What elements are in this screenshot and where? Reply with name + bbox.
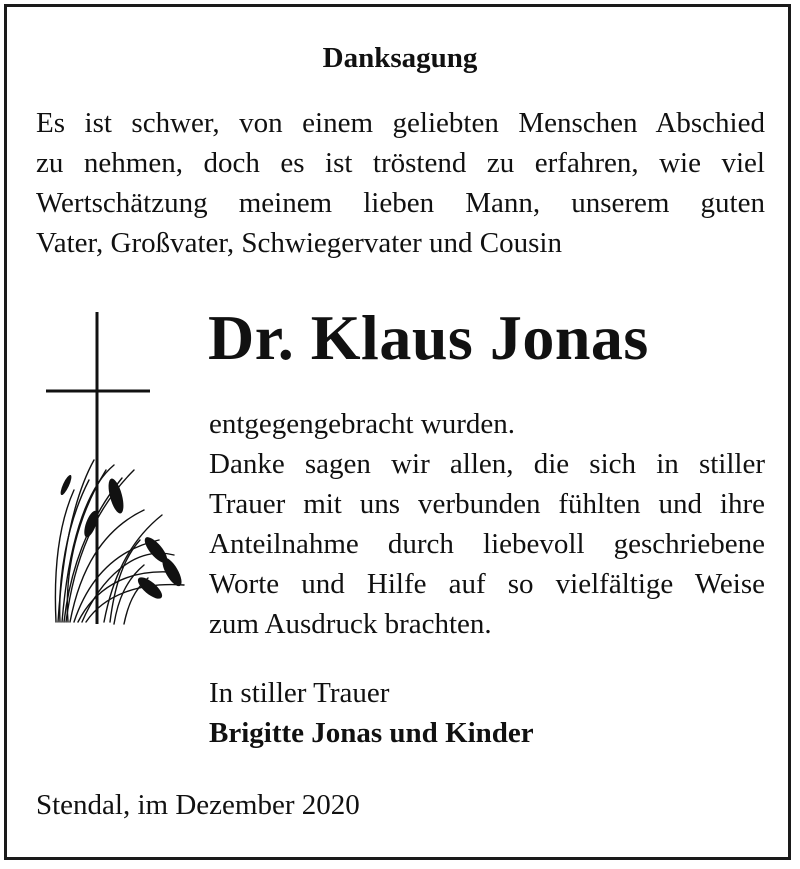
body-line: Trauer mit uns verbunden fühlten und ihre bbox=[209, 488, 765, 520]
place-date: Stendal, im Dezember 2020 bbox=[36, 789, 360, 821]
body-line: Anteilnahme durch liebevoll geschriebene bbox=[209, 528, 765, 560]
intro-line: Wertschätzung meinem lieben Mann, unserem guten bbox=[36, 187, 765, 219]
signers: Brigitte Jonas und Kinder bbox=[209, 717, 534, 749]
intro-line: Vater, Großvater, Schwiegervater und Cousin bbox=[36, 227, 562, 259]
closing-phrase: In stiller Trauer bbox=[209, 677, 390, 709]
body-line: Danke sagen wir allen, die sich in stiller bbox=[209, 448, 765, 480]
body-line: Worte und Hilfe auf so vielfältige Weise bbox=[209, 568, 765, 600]
closing-block bbox=[209, 673, 534, 753]
cross-with-grass-icon bbox=[44, 310, 194, 630]
intro-line: Es ist schwer, von einem geliebten Menschen Abschied bbox=[36, 107, 765, 139]
deceased-name: Dr. Klaus Jonas bbox=[208, 302, 649, 373]
thanks-paragraph bbox=[209, 404, 765, 644]
notice-heading: Danksagung bbox=[322, 42, 478, 74]
body-line: entgegengebracht wurden. bbox=[209, 408, 515, 440]
body-line: zum Ausdruck brachten. bbox=[209, 608, 492, 640]
intro-paragraph bbox=[36, 103, 765, 263]
intro-line: zu nehmen, doch es ist tröstend zu erfahren, wie viel bbox=[36, 147, 765, 179]
